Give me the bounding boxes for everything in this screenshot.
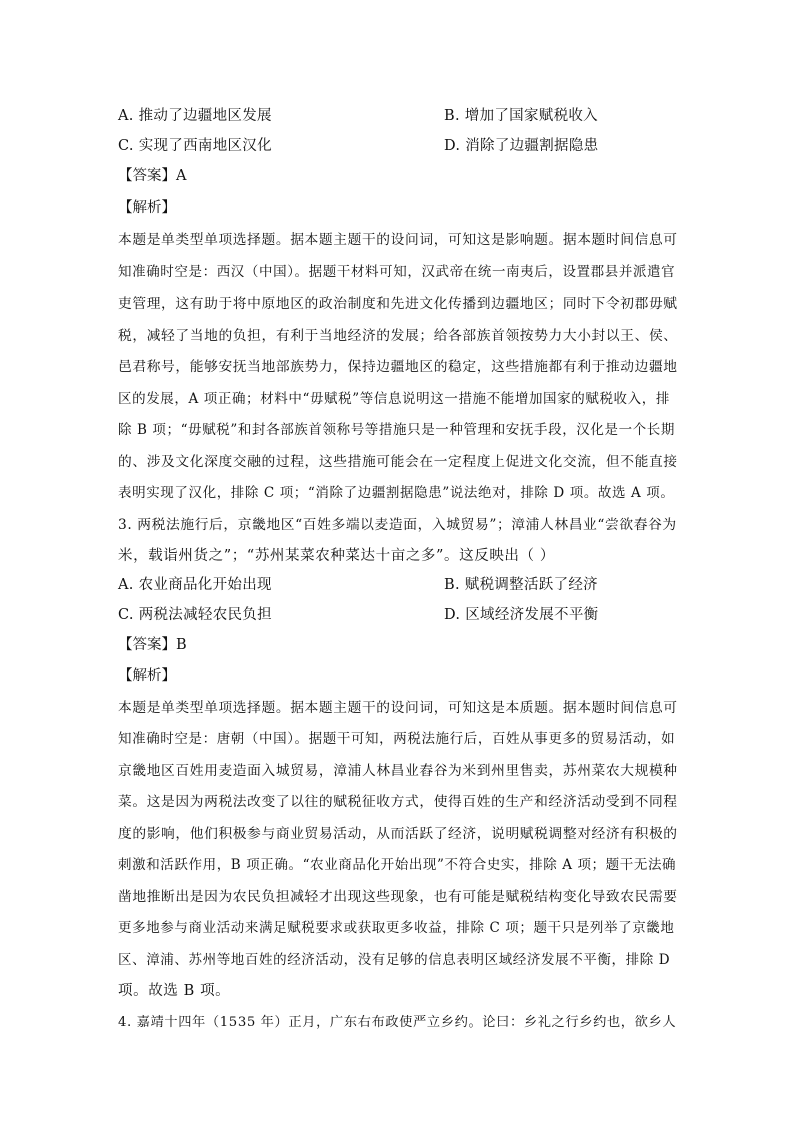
q2-analysis-line: 表明实现了汉化，排除 C 项；“消除了边疆割据隐患”说法绝对，排除 D 项。故选 A 项。 (118, 485, 675, 501)
q2-analysis-line: 知准确时空是：西汉（中国）。据题干材料可知，汉武帝在统一南夷后，设置郡县并派遣官 (118, 264, 676, 280)
q3-analysis-line: 知准确时空是：唐朝（中国）。据题干可知，两税法施行后，百姓从事更多的贸易活动，如 (118, 731, 676, 747)
q3-analysis-line: 菜。这是因为两税法改变了以往的赋税征收方式，使得百姓的生产和经济活动受到不同程 (118, 794, 678, 810)
q3-stem-line: 米，载诣州货之”；“苏州某菜农种菜达十亩之多”。这反映出（ ） (118, 548, 555, 564)
q2-analysis-line: 吏管理，这有助于将中原地区的政治制度和先进文化传播到边疆地区；同时下令初郡毋赋 (118, 296, 678, 312)
q3-analysis-label: 【解析】 (118, 668, 176, 684)
q3-analysis-line: 凿地推断出是因为农民负担减轻才出现这些现象，也有可能是赋税结构变化导致农民需要 (118, 889, 678, 905)
q3-option-c: C. 两税法减轻农民负担 (118, 607, 272, 623)
q2-option-d: D. 消除了边疆割据隐患 (444, 138, 599, 154)
q3-analysis-line: 更多地参与商业活动来满足赋税要求或获取更多收益，排除 C 项；题干只是列举了京畿地 (118, 920, 675, 936)
q2-option-c: C. 实现了西南地区汉化 (118, 138, 272, 154)
q2-analysis-line: 的、涉及文化深度交融的过程，这些措施可能会在一定程度上促进文化交流，但不能直接 (118, 454, 678, 470)
q3-analysis-line: 项。故选 B 项。 (118, 983, 231, 999)
q2-analysis-line: 除 B 项；“毋赋税”和封各部族首领称号等措施只是一种管理和安抚手段，汉化是一个长期 (118, 422, 676, 438)
q3-option-b: B. 赋税调整活跃了经济 (444, 577, 598, 593)
q3-analysis-line: 京畿地区百姓用麦造面入城贸易，漳浦人林昌业舂谷为米到州里售卖，苏州菜农大规模种 (118, 763, 678, 779)
q3-option-d: D. 区域经济发展不平衡 (444, 607, 599, 623)
q2-answer: 【答案】A (118, 168, 187, 184)
q2-analysis-label: 【解析】 (118, 200, 176, 216)
q3-analysis-line: 区、漳浦、苏州等地百姓的经济活动，没有足够的信息表明区域经济发展不平衡，排除 D (118, 952, 671, 968)
q2-option-b: B. 增加了国家赋税收入 (444, 108, 598, 124)
q2-analysis-line: 邑君称号，能够安抚当地部族势力，保持边疆地区的稳定，这些措施都有利于推动边疆地 (118, 359, 678, 375)
q3-answer: 【答案】B (118, 637, 187, 653)
q3-analysis-line: 度的影响，他们积极参与商业贸易活动，从而活跃了经济，说明赋税调整对经济有积极的 (118, 826, 678, 842)
q2-analysis-line: 区的发展，A 项正确；材料中“毋赋税”等信息说明这一措施不能增加国家的赋税收入，排 (118, 391, 670, 407)
q2-analysis-line: 本题是单类型单项选择题。据本题主题干的设问词，可知这是影响题。据本题时间信息可 (118, 232, 678, 248)
q2-analysis-line: 税，减轻了当地的负担，有利于当地经济的发展；给各部族首领按势力大小封以王、侯、 (118, 328, 678, 344)
q3-option-a: A. 农业商品化开始出现 (118, 577, 272, 593)
q3-stem-line: 3. 两税法施行后，京畿地区“百姓多端以麦造面，入城贸易”；漳浦人林昌业“尝欲舂谷为 (118, 517, 677, 533)
q3-analysis-line: 刺激和活跃作用，B 项正确。“农业商品化开始出现”不符合史实，排除 A 项；题干无法确 (118, 857, 677, 873)
q4-stem-line: 4. 嘉靖十四年（1535 年）正月，广东右布政使严立乡约。论曰：乡礼之行乡约也，欲乡人 (118, 1015, 677, 1030)
q2-option-a: A. 推动了边疆地区发展 (118, 108, 272, 124)
q3-analysis-line: 本题是单类型单项选择题。据本题主题干的设问词，可知这是本质题。据本题时间信息可 (118, 700, 678, 716)
